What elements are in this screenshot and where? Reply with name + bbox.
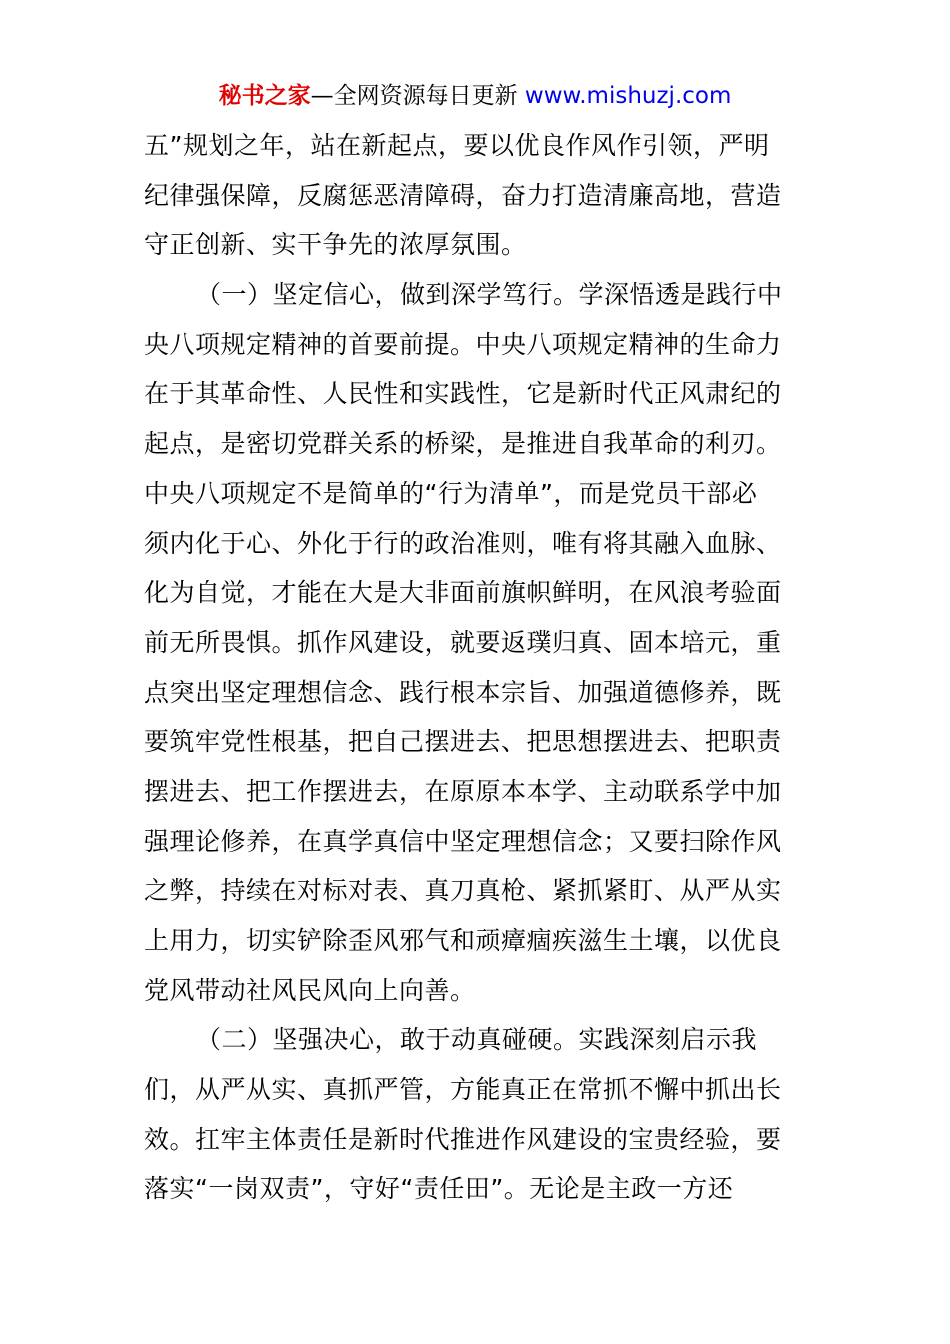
text-line: 央八项规定精神的首要前提。中央八项规定精神的生命力 (144, 329, 782, 359)
text-line: 强理论修养，在真学真信中坚定理想信念；又要扫除作风 (144, 826, 782, 856)
text-line: 落实“一岗双责”，守好“责任田”。无论是主政一方还 (144, 1174, 734, 1204)
text-line: 在于其革命性、人民性和实践性，它是新时代正风肃纪的 (144, 379, 782, 409)
site-header (0, 80, 950, 112)
text-line: 们，从严从实、真抓严管，方能真正在常抓不懈中抓出长 (144, 1075, 782, 1105)
text-line: 前无所畏惧。抓作风建设，就要返璞归真、固本培元，重 (144, 627, 782, 657)
text-line: 上用力，切实铲除歪风邪气和顽瘴痼疾滋生土壤，以优良 (144, 926, 782, 955)
text-line: 五”规划之年，站在新起点，要以优良作风作引领，严明 (144, 131, 770, 160)
text-line: 要筑牢党性根基，把自己摆进去、把思想摆进去、把职责 (144, 727, 782, 757)
text-line: 之弊，持续在对标对表、真刀真枪、紧抓紧盯、从严从实 (144, 876, 782, 906)
text-line: 化为自觉，才能在大是大非面前旗帜鲜明，在风浪考验面 (144, 578, 782, 608)
document-body (144, 121, 810, 1214)
text-line: 纪律强保障，反腐惩恶清障碍，奋力打造清廉高地，营造 (144, 180, 782, 210)
text-line: 摆进去、把工作摆进去，在原原本本学、主动联系学中加 (144, 776, 782, 806)
text-line: 起点，是密切党群关系的桥梁，是推进自我革命的利刃。 (144, 429, 782, 459)
site-tagline: —全网资源每日更新 (310, 83, 525, 109)
section-2-heading-line: （二）坚强决心，敢于动真碰硬。实践深刻启示我 (196, 1025, 758, 1055)
text-line: 效。扛牢主体责任是新时代推进作风建设的宝贵经验，要 (144, 1124, 782, 1154)
site-url-link[interactable]: www.mishuzj.com (524, 83, 732, 109)
text-line: 党风带动社风民风向上向善。 (144, 975, 476, 1005)
text-line: 须内化于心、外化于行的政治准则，唯有将其融入血脉、 (144, 528, 782, 558)
text-line: 守正创新、实干争先的浓厚氛围。 (144, 230, 527, 260)
section-1-heading-line: （一）坚定信心，做到深学笃行。学深悟透是践行中 (196, 280, 783, 310)
site-brand: 秘书之家 (218, 83, 311, 109)
text-line: 中央八项规定不是简单的“行为清单”，而是党员干部必 (144, 478, 758, 508)
text-line: 点突出坚定理想信念、践行根本宗旨、加强道德修养，既 (144, 677, 782, 707)
